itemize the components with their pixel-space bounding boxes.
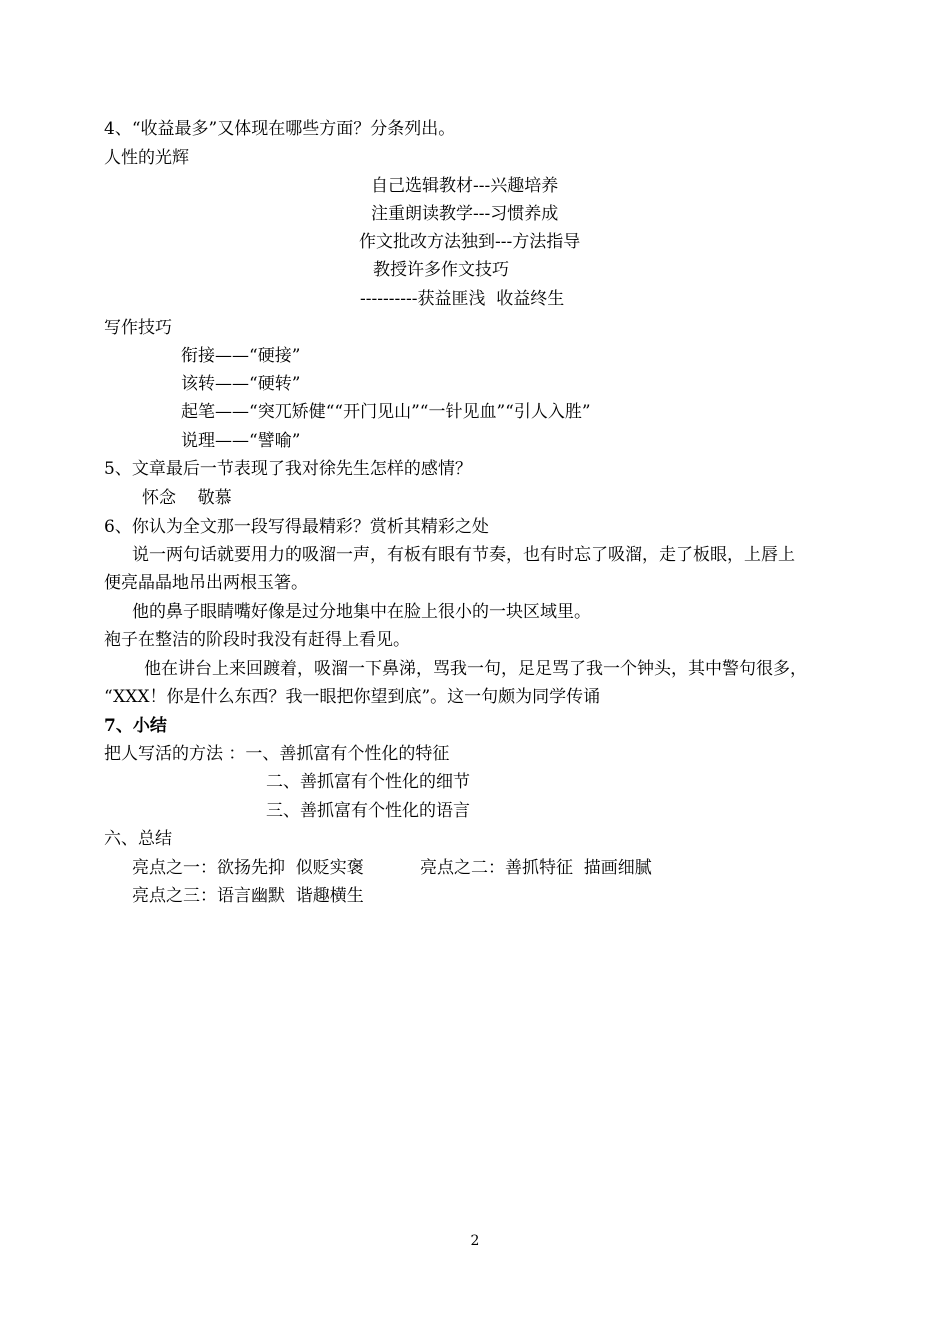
q7-line-1: 把人写活的方法 ：一、善抓富有个性化的特征: [104, 744, 450, 764]
q6-line-4: 袍子在整洁的阶段时我没有赶得上看见。: [104, 630, 410, 650]
writing-item-3: 起笔——“突兀矫健““开门见山”“一针见血”“引人入胜”: [181, 402, 591, 422]
q6-line-2: 便亮晶晶地吊出两根玉箸。: [104, 573, 308, 593]
q7-line-2: 二、善抓富有个性化的细节: [266, 772, 470, 792]
summary-highlight-3: 亮点之三：语言幽默 谐趣横生: [132, 886, 364, 906]
q4-point-3: 作文批改方法独到---方法指导: [359, 232, 581, 252]
q6-line-5: 他在讲台上来回踱着，吸溜一下鼻涕，骂我一句，足足骂了我一个钟头，其中警句很多，: [144, 659, 807, 679]
q4-point-5: ----------获益匪浅 收益终生: [360, 289, 565, 309]
q4-heading: 人性的光辉: [104, 148, 189, 168]
summary-highlight-1: 亮点之一：欲扬先抑 似贬实褒: [132, 858, 364, 878]
q5-answer: 怀念 敬慕: [142, 488, 232, 508]
q6-line-3: 他的鼻子眼睛嘴好像是过分地集中在脸上很小的一块区域里。: [132, 602, 591, 622]
writing-item-4: 说理——“譬喻”: [181, 431, 301, 451]
q6-line-1: 说一两句话就要用力的吸溜一声，有板有眼有节奏，也有时忘了吸溜，走了板眼，上唇上: [132, 545, 795, 565]
q4-point-2: 注重朗读教学---习惯养成: [371, 204, 559, 224]
summary-highlight-2: 亮点之二：善抓特征 描画细腻: [420, 858, 652, 878]
q4-question: 4、“收益最多”又体现在哪些方面？分条列出。: [104, 119, 456, 139]
summary-heading: 六、总结: [104, 829, 172, 849]
q5-question: 5、文章最后一节表现了我对徐先生怎样的感情？: [104, 459, 472, 479]
writing-item-2: 该转——“硬转”: [181, 374, 301, 394]
q7-heading: 7、小结: [104, 716, 167, 736]
page-number: 2: [470, 1233, 480, 1249]
q4-point-4: 教授许多作文技巧: [373, 260, 509, 280]
q6-question: 6、你认为全文那一段写得最精彩？赏析其精彩之处: [104, 517, 489, 537]
writing-heading: 写作技巧: [104, 318, 172, 338]
q4-point-1: 自己选辑教材---兴趣培养: [371, 176, 559, 196]
q6-line-6: “XXX！你是什么东西？我一眼把你望到底”。这一句颇为同学传诵: [104, 687, 601, 707]
q7-line-3: 三、善抓富有个性化的语言: [266, 801, 470, 821]
writing-item-1: 衔接——“硬接”: [181, 346, 301, 366]
